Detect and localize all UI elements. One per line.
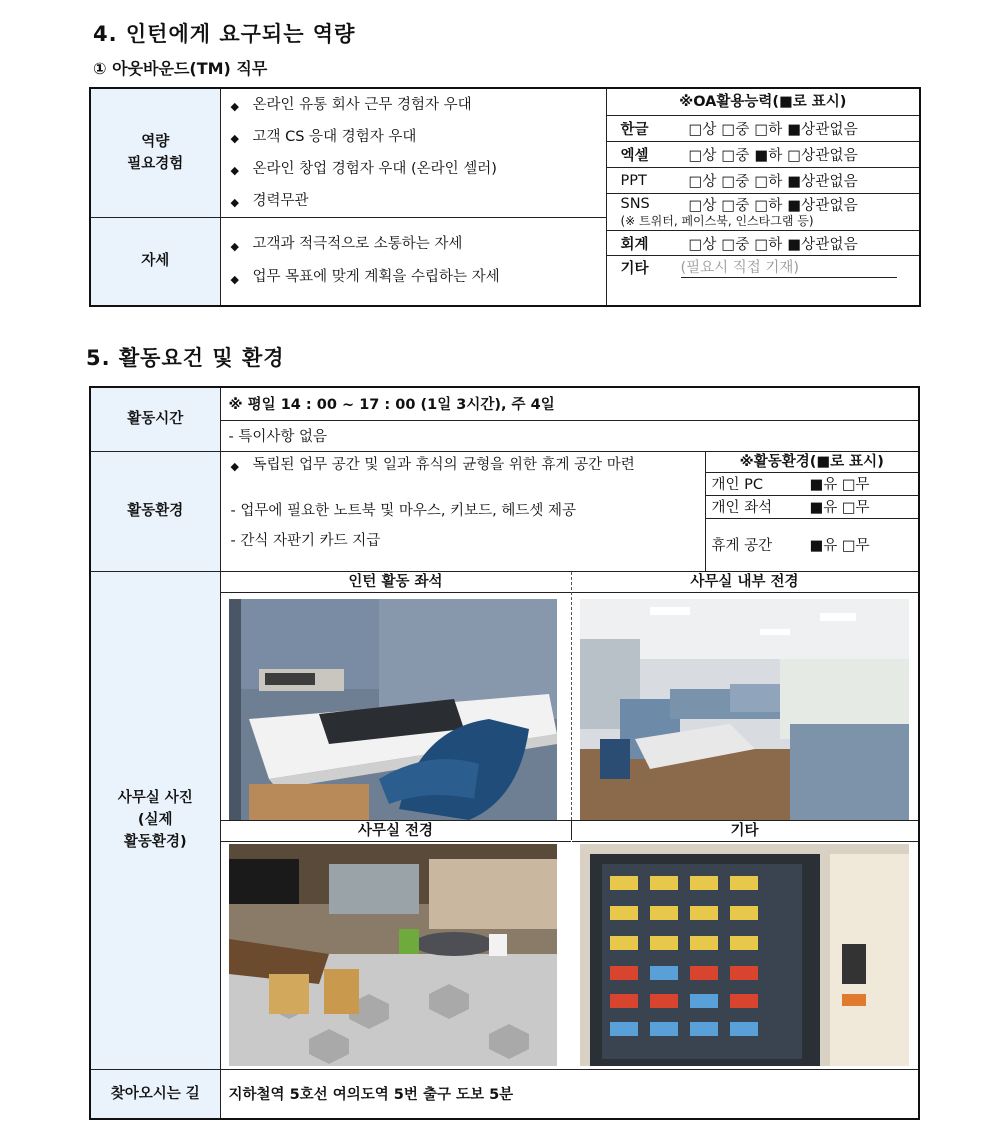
env-box-row — [706, 473, 919, 496]
env-box-row-options: ■유 □무 — [809, 500, 870, 516]
oa-row-name: SNS — [620, 196, 650, 212]
experience-cell — [220, 88, 606, 218]
env-box-header: ※활동환경(■로 표시) — [706, 452, 919, 473]
section4-title: 4. 인턴에게 요구되는 역량 — [93, 22, 356, 46]
competency-table — [89, 87, 921, 307]
time-note: - 특이사항 없음 — [220, 420, 919, 451]
photo-office-interior — [580, 599, 909, 820]
section5-title: 5. 활동요건 및 환경 — [86, 346, 285, 370]
oa-etc-label: 기타 — [620, 260, 649, 277]
oa-row-hangul — [607, 116, 920, 142]
oa-etc-field[interactable]: (필요시 직접 기재) — [681, 256, 897, 278]
env-box-row — [706, 496, 919, 519]
oa-skill-box — [606, 88, 920, 306]
oa-row-options: □상 □중 □하 ■상관없음 — [688, 122, 858, 138]
oa-row-ppt — [607, 168, 920, 194]
oa-row-etc — [607, 256, 920, 278]
env-dash-item: - 업무에 필요한 노트북 및 마우스, 키보드, 헤드셋 제공 — [230, 502, 576, 519]
attitude-cell — [220, 218, 606, 306]
env-box-row-options: ■유 □무 — [809, 538, 870, 554]
oa-row-name: 회계 — [620, 236, 649, 253]
oa-row-accounting — [607, 231, 920, 256]
experience-item: ◆ 경력무관 — [231, 185, 606, 217]
experience-item: ◆ 온라인 창업 경험자 우대 (온라인 셀러) — [231, 153, 606, 185]
oa-sns-note: (※ 트위터, 페이스북, 인스타그램 등) — [620, 214, 814, 228]
env-label: 활동환경 — [90, 451, 220, 571]
oa-row-options: □상 □중 ■하 □상관없음 — [688, 148, 858, 164]
attitude-item: ◆ 고객과 적극적으로 소통하는 자세 — [231, 228, 606, 261]
env-box-row-name: 개인 PC — [711, 477, 763, 493]
oa-row-excel — [607, 142, 920, 168]
photo-caption: 사무실 전경 — [221, 820, 571, 842]
route-text: 지하철역 5호선 여의도역 5번 출구 도보 5분 — [220, 1069, 919, 1119]
section4-subtitle: ① 아웃바운드(TM) 직무 — [93, 59, 268, 78]
oa-row-name: 엑셀 — [620, 148, 649, 164]
oa-row-options: □상 □중 □하 ■상관없음 — [688, 197, 858, 214]
photos-label: 사무실 사진 (실제 활동환경) — [90, 571, 220, 1069]
env-box — [705, 451, 919, 571]
time-main: ※ 평일 14 : 00 ~ 17 : 00 (1일 3시간), 주 4일 — [220, 387, 919, 420]
attitude-label: 자세 — [90, 218, 220, 306]
oa-row-options: □상 □중 □하 ■상관없음 — [688, 236, 858, 253]
env-box-row-options: ■유 □무 — [809, 477, 870, 493]
photos-cell — [220, 571, 919, 1069]
photo-vending-machine — [580, 844, 909, 1066]
env-bullet: ◆ 독립된 업무 공간 및 일과 휴식의 균형을 위한 휴게 공간 마련 — [231, 454, 671, 476]
oa-row-name: PPT — [620, 172, 647, 189]
route-label: 찾아오시는 길 — [90, 1069, 220, 1119]
env-cell — [220, 451, 705, 571]
oa-row-sns — [607, 194, 920, 231]
photo-caption: 기타 — [572, 820, 918, 842]
photo-caption: 사무실 내부 전경 — [572, 572, 918, 593]
photo-office-lounge — [229, 844, 557, 1066]
photo-caption: 인턴 활동 좌석 — [221, 572, 571, 593]
env-box-row — [706, 519, 919, 571]
experience-item: ◆ 온라인 유통 회사 근무 경험자 우대 — [231, 89, 606, 121]
photo-divider — [571, 572, 572, 820]
experience-item: ◆ 고객 CS 응대 경험자 우대 — [231, 121, 606, 153]
oa-row-options: □상 □중 □하 ■상관없음 — [688, 174, 858, 190]
env-box-row-name: 개인 좌석 — [711, 500, 773, 516]
oa-row-name: 한글 — [620, 122, 649, 138]
time-label: 활동시간 — [90, 387, 220, 451]
environment-table — [89, 386, 920, 1120]
env-box-row-name: 휴게 공간 — [711, 538, 773, 554]
oa-header: ※OA활용능력(■로 표시) — [607, 89, 920, 116]
experience-label: 역량 필요경험 — [90, 88, 220, 218]
attitude-item: ◆ 업무 목표에 맞게 계획을 수립하는 자세 — [231, 261, 606, 294]
photo-intern-desk — [229, 599, 557, 820]
env-dash-item: - 간식 자판기 카드 지급 — [230, 532, 381, 549]
